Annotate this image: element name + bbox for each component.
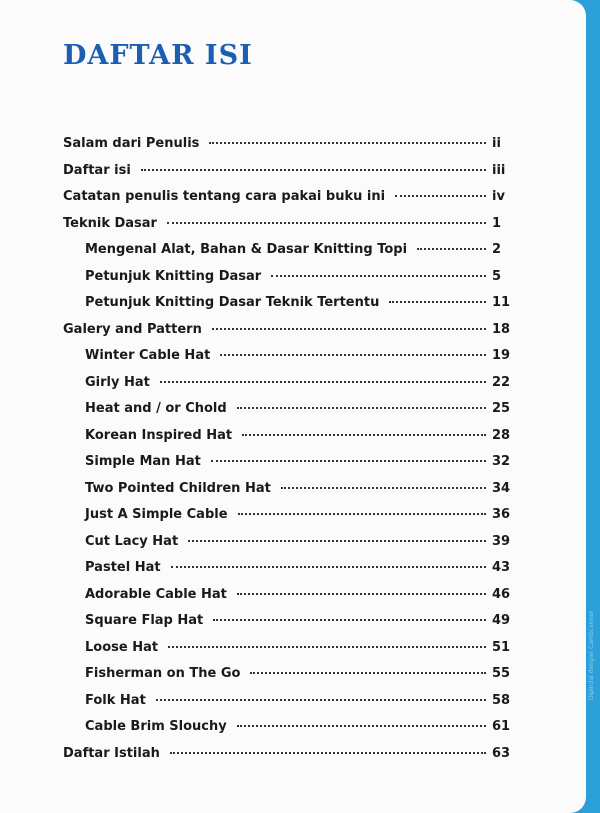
toc-entry-page: 39: [492, 533, 511, 549]
dot-leader: [250, 672, 486, 674]
dot-leader: [220, 354, 486, 356]
dot-leader: [281, 487, 486, 489]
toc-entry-label: Petunjuk Knitting Dasar: [85, 268, 262, 284]
toc-entry-label: Fisherman on The Go: [85, 666, 241, 681]
toc-entry-label: Simple Man Hat: [85, 454, 201, 469]
toc-entry-page: iii: [492, 162, 506, 178]
dot-leader: [141, 169, 486, 171]
toc-entry-page: 25: [492, 401, 511, 416]
toc-entry-page: iv: [492, 189, 505, 204]
toc-entry-page: 18: [492, 321, 511, 337]
dot-leader: [212, 328, 486, 330]
toc-entry-simple-man-hat[interactable]: [63, 454, 518, 481]
page-title: DAFTAR ISI: [63, 40, 253, 71]
dot-leader: [237, 593, 486, 595]
toc-entry-page: ii: [492, 136, 501, 151]
toc-entry-label: Two Pointed Children Hat: [85, 480, 271, 496]
dot-leader: [188, 540, 486, 542]
toc-entry-page: 34: [492, 480, 511, 496]
toc-entry-label: Daftar isi: [63, 162, 131, 178]
toc-entry-salam[interactable]: [63, 136, 518, 163]
dot-leader: [417, 248, 486, 250]
toc-entry-page: 1: [492, 215, 502, 231]
toc-entry-label: Winter Cable Hat: [85, 348, 211, 363]
dot-leader: [171, 566, 486, 568]
toc-entry-folk-hat[interactable]: [63, 693, 518, 720]
toc-entry-fisherman[interactable]: [63, 666, 518, 693]
dot-leader: [271, 275, 486, 277]
toc-entry-label: Square Flap Hat: [85, 613, 204, 628]
toc-entry-adorable-cable-hat[interactable]: [63, 587, 518, 614]
toc-entry-label: Heat and / or Chold: [85, 401, 227, 416]
toc-entry-label: Catatan penulis tentang cara pakai buku ini: [63, 189, 386, 204]
toc-entry-page: 55: [492, 666, 511, 681]
toc-entry-cable-brim-slouchy[interactable]: [63, 719, 518, 746]
toc-entry-label: Cable Brim Slouchy: [85, 719, 227, 734]
dot-leader: [170, 752, 486, 754]
toc-entry-label: Adorable Cable Hat: [85, 586, 227, 602]
dot-leader: [237, 407, 486, 409]
toc-entry-page: 36: [492, 507, 511, 522]
toc-entry-catatan[interactable]: [63, 189, 518, 216]
toc-entry-loose-hat[interactable]: [63, 640, 518, 667]
toc-entry-page: 61: [492, 719, 511, 734]
toc-entry-page: 11: [492, 295, 511, 310]
dot-leader: [389, 301, 486, 303]
dot-leader: [209, 142, 486, 144]
toc-entry-page: 43: [492, 560, 511, 575]
toc-entry-korean-hat[interactable]: [63, 428, 518, 455]
toc-entry-galery[interactable]: [63, 322, 518, 349]
scanner-watermark: Dipindai dengan CamScanner: [588, 610, 595, 700]
toc-entry-page: 49: [492, 613, 511, 628]
dot-leader: [395, 195, 486, 197]
toc-entry-simple-cable[interactable]: [63, 507, 518, 534]
dot-leader: [213, 619, 486, 621]
toc-entry-label: Galery and Pattern: [63, 321, 202, 337]
toc-entry-page: 2: [492, 242, 502, 257]
dot-leader: [156, 699, 486, 701]
toc-entry-petunjuk-dasar[interactable]: [63, 269, 518, 296]
dot-leader: [167, 222, 486, 224]
toc-entry-page: 28: [492, 427, 511, 443]
toc-entry-label: Loose Hat: [85, 639, 159, 655]
toc-entry-page: 5: [492, 268, 502, 284]
toc-entry-label: Teknik Dasar: [63, 215, 157, 231]
toc-entry-page: 58: [492, 692, 511, 708]
table-of-contents: [63, 136, 518, 772]
toc-entry-label: Folk Hat: [85, 692, 146, 708]
toc-entry-label: Daftar Istilah: [63, 745, 160, 761]
toc-entry-label: Petunjuk Knitting Dasar Teknik Tertentu: [85, 295, 380, 310]
toc-entry-teknik-dasar[interactable]: [63, 216, 518, 243]
toc-entry-girly-hat[interactable]: [63, 375, 518, 402]
toc-entry-two-pointed-hat[interactable]: [63, 481, 518, 508]
toc-entry-daftar-isi[interactable]: [63, 163, 518, 190]
toc-entry-page: 46: [492, 586, 511, 602]
toc-entry-pastel-hat[interactable]: [63, 560, 518, 587]
toc-entry-page: 22: [492, 374, 511, 390]
toc-entry-label: Pastel Hat: [85, 560, 161, 575]
toc-entry-daftar-istilah[interactable]: [63, 746, 518, 773]
toc-entry-winter-cable-hat[interactable]: [63, 348, 518, 375]
toc-entry-label: Girly Hat: [85, 374, 150, 390]
toc-entry-page: 63: [492, 745, 511, 761]
toc-entry-cut-lacy-hat[interactable]: [63, 534, 518, 561]
toc-entry-mengenal-alat[interactable]: [63, 242, 518, 269]
toc-entry-page: 32: [492, 454, 511, 469]
dot-leader: [211, 460, 486, 462]
toc-entry-square-flap-hat[interactable]: [63, 613, 518, 640]
toc-entry-petunjuk-teknik[interactable]: [63, 295, 518, 322]
dot-leader: [168, 646, 486, 648]
toc-entry-page: 51: [492, 639, 511, 655]
toc-entry-label: Mengenal Alat, Bahan & Dasar Knitting Topi: [85, 242, 408, 257]
toc-entry-label: Korean Inspired Hat: [85, 427, 233, 443]
toc-entry-label: Salam dari Penulis: [63, 136, 200, 151]
toc-entry-label: Just A Simple Cable: [85, 507, 228, 522]
toc-entry-page: 19: [492, 348, 511, 363]
dot-leader: [238, 513, 486, 515]
toc-entry-label: Cut Lacy Hat: [85, 533, 179, 549]
toc-entry-heat-chold[interactable]: [63, 401, 518, 428]
dot-leader: [160, 381, 486, 383]
dot-leader: [242, 434, 486, 436]
dot-leader: [237, 725, 486, 727]
